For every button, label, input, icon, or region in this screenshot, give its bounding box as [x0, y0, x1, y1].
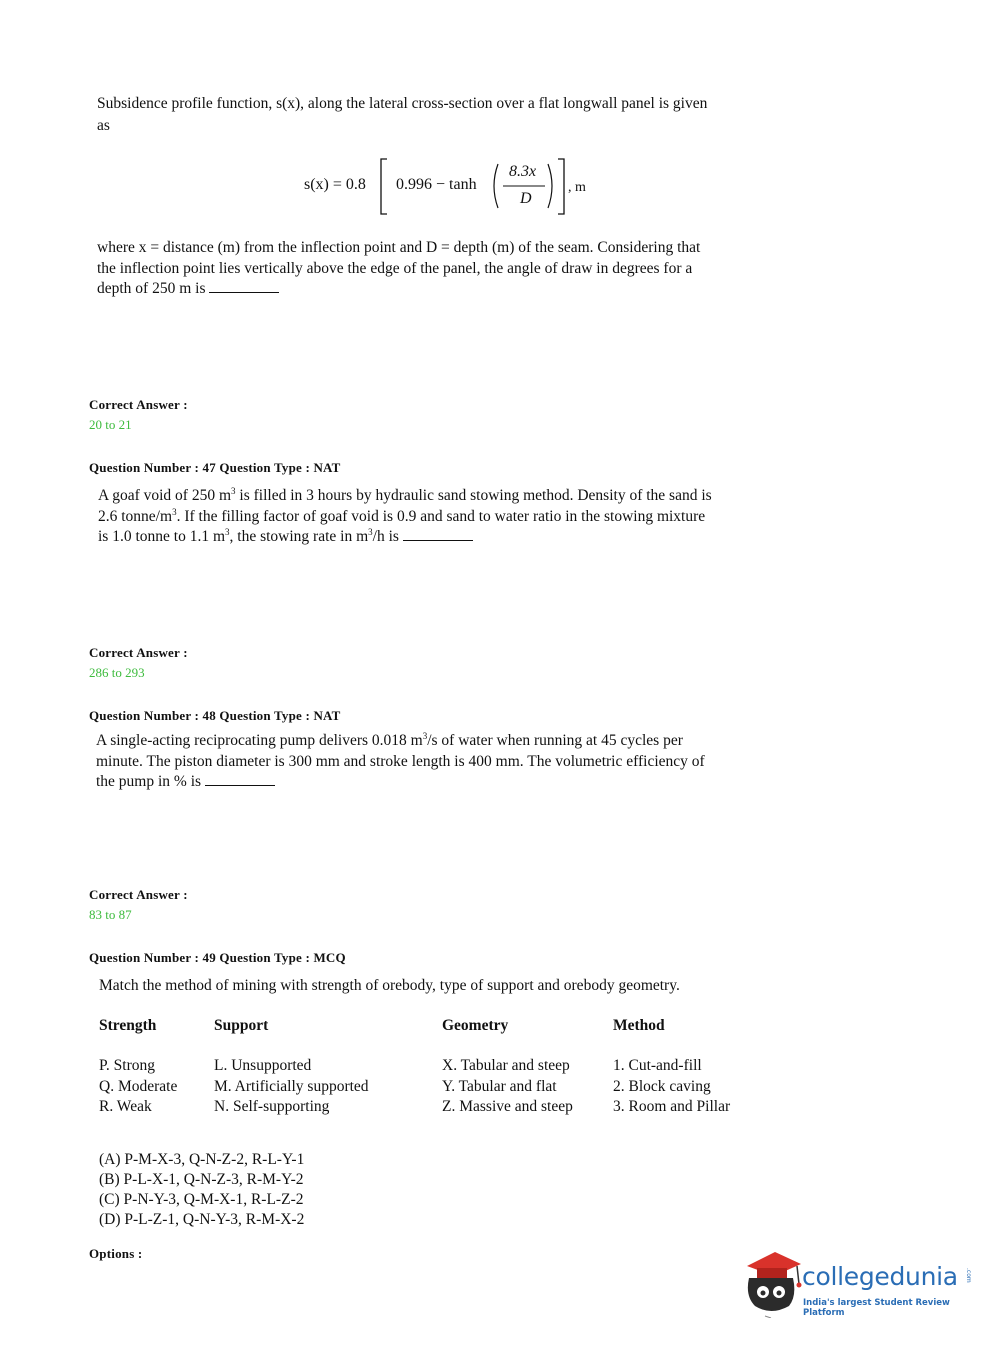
- answer-blank: [205, 773, 275, 786]
- table-cell: Z. Massive and steep: [442, 1098, 573, 1115]
- equation-constant: 0.996 − tanh: [396, 176, 477, 193]
- table-cell: L. Unsupported: [214, 1057, 312, 1074]
- logo-suffix: .com: [965, 1268, 972, 1283]
- table-cell: X. Tabular and steep: [442, 1057, 570, 1074]
- q49-header: Question Number : 49 Question Type : MCQ: [89, 950, 346, 965]
- col-strength: [99, 1056, 177, 1118]
- q48-answer: 83 to 87: [89, 907, 132, 922]
- table-cell: P. Strong: [99, 1057, 155, 1074]
- option-a: (A) P-M-X-3, Q-N-Z-2, R-L-Y-1: [99, 1151, 305, 1168]
- options-label: Options :: [89, 1246, 143, 1261]
- col-header-support: Support: [214, 1017, 269, 1034]
- table-cell: 3. Room and Pillar: [613, 1098, 731, 1115]
- col-geometry: [442, 1056, 573, 1118]
- table-cell: Y. Tabular and flat: [442, 1077, 557, 1095]
- col-header-geometry: Geometry: [442, 1017, 509, 1034]
- col-header-strength: Strength: [99, 1017, 157, 1034]
- q47-answer: 286 to 293: [89, 665, 145, 680]
- mascot-icon: [741, 1248, 803, 1318]
- collegedunia-logo: [741, 1248, 971, 1320]
- table-cell: M. Artificially supported: [214, 1077, 369, 1095]
- table-cell: R. Weak: [99, 1098, 152, 1115]
- q47-body: A goaf void of 250 $m^3$ is filled in 3 hours by hydraulic sand stowing method. Density of the sand is 2.6 tonne/$m^3$. If the filling factor of goaf void is 0.9 and sand to water ratio in the stowing mixture is 1.0 tonne to 1.1 $m^3$, the stowing rate in $m^3/h$ is: [98, 486, 712, 545]
- q47-answer-label: Correct Answer :: [89, 645, 188, 660]
- q46-intro: Subsidence profile function, s(x), along the lateral cross-section over a flat longwall panel is given: [97, 95, 708, 112]
- option-c: (C) P-N-Y-3, Q-M-X-1, R-L-Z-2: [99, 1191, 304, 1208]
- q46-intro-as: as: [97, 117, 110, 134]
- q48-answer-label: Correct Answer :: [89, 887, 188, 902]
- answer-blank: [209, 280, 279, 293]
- q49-options: [99, 1150, 304, 1230]
- equation-lhs: s(x) = 0.8: [304, 176, 366, 193]
- logo-wordmark: collegedunia: [802, 1262, 958, 1291]
- option-d: (D) P-L-Z-1, Q-N-Y-3, R-M-X-2: [99, 1211, 305, 1228]
- equation-denominator: D: [520, 190, 532, 207]
- q46-answer: 20 to 21: [89, 417, 132, 432]
- q48-body: A single-acting reciprocating pump delivers 0.018 $m^3/s$ of water when running at 45 cycles per minute. The piston diameter is 300 mm and stroke length is 400 mm. The volumetric efficiency of the pump in % is: [96, 731, 705, 790]
- logo-tagline: India's largest Student Review Platform: [803, 1298, 950, 1318]
- table-cell: N. Self-supporting: [214, 1098, 330, 1115]
- col-support: [214, 1056, 369, 1118]
- option-b: (B) P-L-X-1, Q-N-Z-3, R-M-Y-2: [99, 1171, 304, 1188]
- table-cell: 2. Block caving: [613, 1077, 711, 1095]
- table-cell: 1. Cut-and-fill: [613, 1057, 702, 1074]
- equation-numerator: 8.3x: [509, 163, 537, 180]
- col-method: [613, 1056, 730, 1118]
- q49-stem: Match the method of mining with strength of orebody, type of support and orebody geometry.: [99, 977, 680, 994]
- table-cell: Q. Moderate: [99, 1077, 178, 1095]
- col-header-method: Method: [613, 1017, 665, 1034]
- q47-header: Question Number : 47 Question Type : NAT: [89, 460, 341, 475]
- q46-answer-label: Correct Answer :: [89, 397, 188, 412]
- equation-unit: , m: [568, 180, 586, 195]
- q48-header: Question Number : 48 Question Type : NAT: [89, 708, 341, 723]
- q46-body: where x = distance (m) from the inflection point and D = depth (m) of the seam. Considering that the inflection point lies vertically above the edge of the panel, the angle of draw in degrees for a depth of 250 m is: [97, 239, 701, 297]
- answer-blank: [403, 528, 473, 541]
